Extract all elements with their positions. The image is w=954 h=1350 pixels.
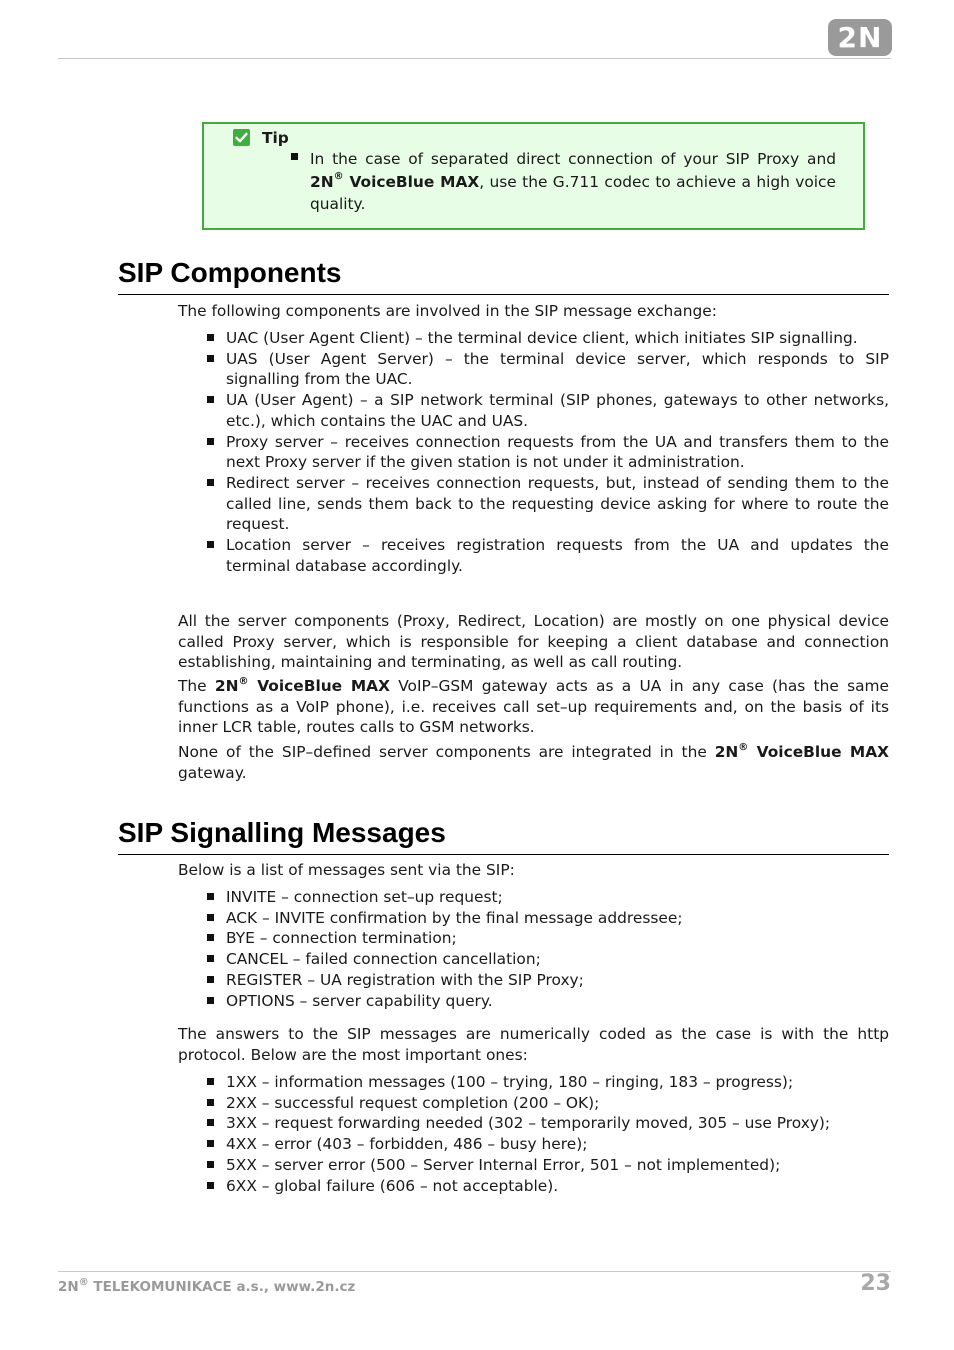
tip-text: In the case of separated direct connection of your SIP Proxy and 2N® VoiceBlue MAX, use the G.711 codec to achieve a high voice quality. [310, 150, 836, 213]
bullet-icon [207, 1161, 214, 1168]
tip-label: Tip [262, 129, 289, 147]
bullet-icon [207, 438, 214, 445]
bullet-icon [207, 893, 214, 900]
bullet-icon [207, 914, 214, 921]
bullet-icon [291, 153, 298, 160]
section-title-sip-signalling: SIP Signalling Messages [118, 817, 446, 848]
section-title-sip-components: SIP Components [118, 257, 342, 288]
list-item: 4XX – error (403 – forbidden, 486 – busy here); [178, 1134, 889, 1155]
list-item: 5XX – server error (500 – Server Internal Error, 501 – not implemented); [178, 1155, 889, 1176]
bullet-icon [207, 997, 214, 1004]
bullet-icon [207, 1119, 214, 1126]
list-item: 3XX – request forwarding needed (302 – temporarily moved, 305 – use Proxy); [178, 1113, 889, 1134]
section-divider [118, 294, 889, 295]
footer-company: 2N® TELEKOMUNIKACE a.s., www.2n.cz [58, 1276, 356, 1295]
bullet-icon [207, 955, 214, 962]
bullet-icon [207, 1140, 214, 1147]
list-item: UA (User Agent) – a SIP network terminal (SIP phones, gateways to other networks, etc.), which contains the UAC and UAS. [178, 390, 889, 431]
list-item: UAS (User Agent Server) – the terminal device server, which responds to SIP signalling from the UAC. [178, 349, 889, 390]
list-item: OPTIONS – server capability query. [178, 991, 889, 1012]
bullet-icon [207, 355, 214, 362]
bullet-icon [207, 541, 214, 548]
list-item: UAC (User Agent Client) – the terminal device client, which initiates SIP signalling. [178, 328, 889, 349]
list-item: Proxy server – receives connection requests from the UA and transfers them to the next Proxy server if the given station is not under it administration. [178, 432, 889, 473]
bullet-icon [207, 1182, 214, 1189]
signalling-intro: Below is a list of messages sent via the SIP: [178, 861, 515, 879]
section-divider [118, 854, 889, 855]
header-divider [58, 58, 891, 59]
list-item: REGISTER – UA registration with the SIP Proxy; [178, 970, 889, 991]
list-item: INVITE – connection set–up request; [178, 887, 889, 908]
checkmark-icon [233, 129, 250, 146]
bullet-icon [207, 1099, 214, 1106]
bullet-icon [207, 334, 214, 341]
components-intro: The following components are involved in the SIP message exchange: [178, 302, 717, 320]
tip-box [202, 122, 865, 230]
answers-list [178, 1072, 889, 1196]
footer-divider [58, 1271, 891, 1272]
bullet-icon [207, 1078, 214, 1085]
2n-logo: 2N [828, 19, 892, 56]
list-item: Location server – receives registration requests from the UA and updates the terminal database accordingly. [178, 535, 889, 576]
bullet-icon [207, 976, 214, 983]
list-item: ACK – INVITE confirmation by the final message addressee; [178, 908, 889, 929]
list-item: BYE – connection termination; [178, 928, 889, 949]
components-paragraph-3: None of the SIP–defined server components are integrated in the 2N® VoiceBlue MAX gateway. [178, 741, 889, 782]
bullet-icon [207, 396, 214, 403]
page-number: 23 [860, 1271, 891, 1296]
components-paragraph-2: The 2N® VoiceBlue MAX VoIP–GSM gateway acts as a UA in any case (has the same functions as a VoIP phone), i.e. receives call set–up requirements and, on the basis of its inner LCR table, routes calls to GSM networks. [178, 675, 889, 737]
list-item: 6XX – global failure (606 – not acceptable). [178, 1176, 889, 1197]
list-item: Redirect server – receives connection requests, but, instead of sending them to the called line, sends them back to the requesting device asking for where to route the request. [178, 473, 889, 535]
list-item: 2XX – successful request completion (200 – OK); [178, 1093, 889, 1114]
components-list [178, 328, 889, 576]
list-item: 1XX – information messages (100 – trying, 180 – ringing, 183 – progress); [178, 1072, 889, 1093]
components-paragraph-1: All the server components (Proxy, Redirect, Location) are mostly on one physical device called Proxy server, which is responsible for keeping a client database and connection establishing, maintaining and terminating, as well as call routing. [178, 612, 889, 672]
bullet-icon [207, 479, 214, 486]
answers-intro: The answers to the SIP messages are numerically coded as the case is with the http protocol. Below are the most important ones: [178, 1025, 889, 1064]
list-item: CANCEL – failed connection cancellation; [178, 949, 889, 970]
messages-list [178, 887, 889, 1011]
bullet-icon [207, 934, 214, 941]
